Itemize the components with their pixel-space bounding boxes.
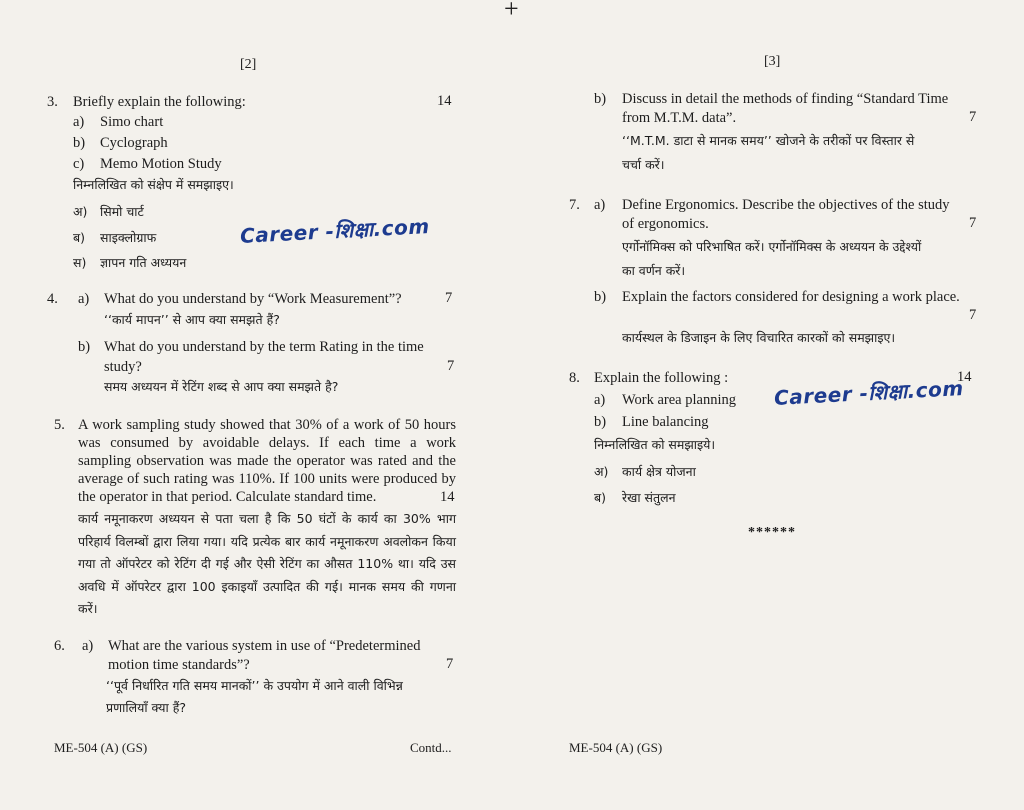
- hindi-item-label: अ): [594, 464, 609, 479]
- marks: 7: [969, 215, 977, 231]
- item-label: c): [73, 156, 85, 172]
- marks: 7: [446, 656, 454, 672]
- item-text: Simo chart: [100, 114, 164, 130]
- subpart-label: a): [82, 638, 94, 654]
- question-text: study?: [104, 359, 142, 375]
- item-text: Memo Motion Study: [100, 156, 222, 172]
- question-text: of ergonomics.: [622, 216, 709, 232]
- hindi-item-label: ब): [594, 490, 607, 505]
- hindi-item-label: अ): [73, 204, 88, 219]
- hindi-intro: निम्नलिखित को समझाइये।: [594, 437, 716, 452]
- marks: 7: [447, 358, 455, 374]
- hindi-item-label: स): [73, 255, 87, 270]
- hindi-intro: निम्नलिखित को संक्षेप में समझाइए।: [73, 177, 234, 192]
- item-label: b): [73, 135, 86, 151]
- subpart-label: b): [594, 289, 607, 305]
- question-text: motion time standards”?: [108, 657, 250, 673]
- question-text: Explain the factors considered for designing a work place.: [622, 289, 960, 305]
- hindi-text: एर्गोनॉमिक्स को परिभाषित करें। एर्गोनॉमिक्स के अध्ययन के उद्देश्यों: [622, 239, 922, 254]
- page-number: [3]: [764, 54, 781, 69]
- subpart-label: b): [78, 339, 91, 355]
- marks: 7: [969, 109, 977, 125]
- item-label: a): [73, 114, 85, 130]
- item-text: Line balancing: [622, 414, 709, 430]
- question-text: What do you understand by “Work Measurement”?: [104, 291, 402, 307]
- hindi-item-text: रेखा संतुलन: [622, 490, 676, 505]
- hindi-item-text: सिमो चार्ट: [100, 204, 144, 219]
- question-number: 6.: [54, 638, 65, 654]
- question-text: from M.T.M. data”.: [622, 110, 737, 126]
- hindi-text: ‘‘पूर्व निर्धारित गति समय मानकों’’ के उपयोग में आने वाली विभिन्न: [106, 678, 403, 693]
- subpart-label: a): [594, 197, 606, 213]
- hindi-text: ‘‘M.T.M. डाटा से मानक समय’’ खोजने के तरीकों पर विस्तार से: [622, 133, 915, 148]
- footer-code: ME-504 (A) (GS): [54, 740, 148, 755]
- subpart-label: a): [78, 291, 90, 307]
- item-text: Cyclograph: [100, 135, 168, 151]
- hindi-text: का वर्णन करें।: [622, 263, 686, 278]
- hindi-item-text: साइक्लोग्राफ: [100, 230, 157, 245]
- question-text: A work sampling study showed that 30% of a work of 50 hours was consumed by avoidable delays. If each time a work sampling observation was made the operator was rated and the average of such rating was 110%. If 100 units were produced by the operator in that period. Calculate standard time.: [78, 417, 456, 505]
- marks: 14: [437, 93, 452, 109]
- question-text: What do you understand by the term Rating in the time: [104, 339, 424, 355]
- right-page: [512, 0, 1024, 810]
- question-number: 5.: [54, 417, 65, 433]
- question-number: 7.: [569, 197, 580, 213]
- question-number: 3.: [47, 94, 58, 110]
- marks: 14: [957, 369, 972, 385]
- question-text: Discuss in detail the methods of finding “Standard Time: [622, 91, 949, 107]
- hindi-text: चर्चा करें।: [622, 157, 665, 172]
- hindi-item-text: ज्ञापन गति अध्ययन: [100, 255, 187, 270]
- question-number: 8.: [569, 370, 580, 386]
- item-label: b): [594, 414, 607, 430]
- page-number: [2]: [240, 57, 257, 72]
- hindi-item-text: कार्य क्षेत्र योजना: [622, 464, 696, 479]
- question-text: Explain the following :: [594, 370, 729, 386]
- watermark-logo: Career -शिक्षा.com: [239, 214, 431, 248]
- hindi-text: समय अध्ययन में रेटिंग शब्द से आप क्या समझते है?: [104, 379, 339, 394]
- hindi-text: प्रणालियाँ क्या हैं?: [106, 700, 186, 715]
- hindi-text: कार्यस्थल के डिजाइन के लिए विचारित कारकों को समझाइए।: [622, 330, 896, 345]
- watermark-logo: Career -शिक्षा.com: [773, 376, 965, 410]
- question-number: 4.: [47, 291, 58, 307]
- marks: 14: [440, 489, 455, 505]
- question-text: Define Ergonomics. Describe the objectives of the study: [622, 197, 950, 213]
- footer-code: ME-504 (A) (GS): [569, 740, 663, 755]
- hindi-text: कार्य नमूनाकरण अध्ययन से पता चला है कि 50 घंटों के कार्य का 30% भाग परिहार्य विलम्बों द्वारा लिया गया। यदि प्रत्येक बार कार्य नमूनाकरण अवलोकन किया गया तो ऑपरेटर को रेटिंग दी गई और ऐसी रेटिंग का औसत 110% था। यदि उस अवधि में ऑपरेटर द्वारा 100 इकाइयाँ उत्पादित की गई। मानक समय की गणना करें।: [78, 511, 456, 617]
- crop-mark: +: [504, 0, 519, 23]
- item-text: Work area planning: [622, 392, 736, 408]
- question-text: Briefly explain the following:: [73, 94, 246, 110]
- hindi-text: ‘‘कार्य मापन’’ से आप क्या समझते हैं?: [104, 312, 280, 327]
- hindi-item-label: ब): [73, 230, 86, 245]
- marks: 7: [445, 290, 453, 306]
- question-text: What are the various system in use of “Predetermined: [108, 638, 421, 654]
- marks: 7: [969, 307, 977, 323]
- item-label: a): [594, 392, 606, 408]
- subpart-label: b): [594, 91, 607, 107]
- end-marker: ******: [748, 525, 796, 540]
- footer-contd: Contd...: [410, 740, 452, 755]
